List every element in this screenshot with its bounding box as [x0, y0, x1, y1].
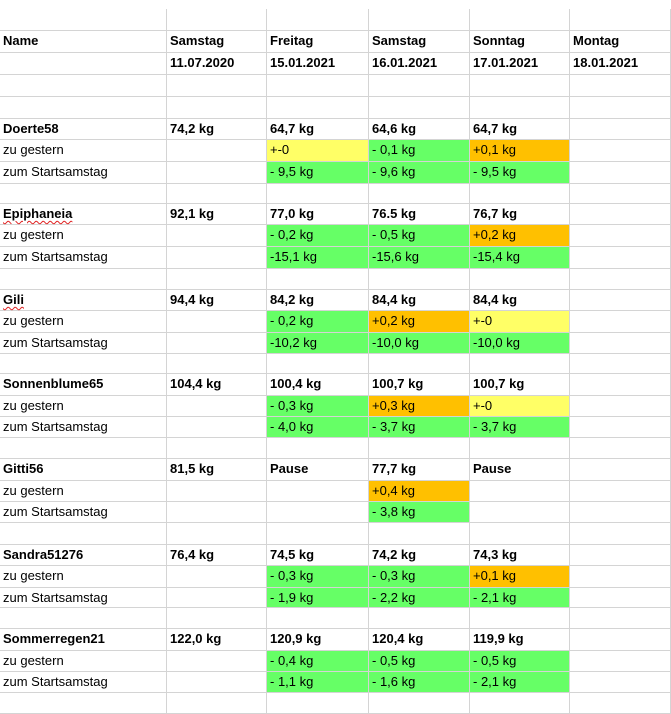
- diff-start[interactable]: [267, 588, 369, 608]
- row-label-start-text: zum Startsamstag: [3, 590, 108, 605]
- diff-start[interactable]: [570, 588, 671, 608]
- row-label-yesterday-text: zu gestern: [3, 227, 64, 242]
- empty-cell[interactable]: [369, 97, 470, 119]
- empty-cell[interactable]: [470, 693, 570, 714]
- diff-start-text: - 1,9 kg: [270, 590, 314, 605]
- diff-start-text: -15,1 kg: [270, 249, 317, 264]
- empty-cell[interactable]: [470, 438, 570, 459]
- diff-yesterday-text: - 0,1 kg: [372, 142, 416, 157]
- person-name-text: Sandra51276: [3, 547, 84, 562]
- diff-yesterday[interactable]: [267, 140, 369, 162]
- row-label-yesterday[interactable]: [0, 311, 167, 333]
- weight-value[interactable]: [167, 204, 267, 225]
- empty-cell[interactable]: [167, 608, 267, 629]
- diff-yesterday[interactable]: [167, 396, 267, 417]
- diff-start[interactable]: [470, 502, 570, 523]
- diff-start[interactable]: [470, 162, 570, 184]
- weight-value[interactable]: [267, 204, 369, 225]
- empty-cell[interactable]: [369, 523, 470, 545]
- empty-cell[interactable]: [0, 438, 167, 459]
- row-label-yesterday[interactable]: [0, 225, 167, 247]
- header-date[interactable]: [369, 53, 470, 75]
- weight-value[interactable]: [167, 374, 267, 396]
- diff-start-text: -10,0 kg: [372, 335, 419, 350]
- header-day-text: Samstag: [372, 33, 427, 48]
- empty-cell[interactable]: [570, 354, 671, 374]
- empty-cell[interactable]: [267, 693, 369, 714]
- empty-cell[interactable]: [267, 97, 369, 119]
- diff-yesterday-text: +-0: [270, 142, 290, 157]
- diff-start[interactable]: [570, 417, 671, 438]
- weight-value[interactable]: [167, 459, 267, 481]
- empty-cell[interactable]: [369, 75, 470, 97]
- empty-cell[interactable]: [267, 608, 369, 629]
- empty-cell[interactable]: [470, 523, 570, 545]
- diff-yesterday[interactable]: [470, 481, 570, 502]
- diff-start-text: - 1,6 kg: [372, 674, 416, 689]
- weight-value[interactable]: [470, 545, 570, 566]
- row-label-yesterday-text: zu gestern: [3, 653, 64, 668]
- diff-yesterday-text: +0,3 kg: [372, 398, 416, 413]
- diff-start-text: - 2,1 kg: [473, 590, 517, 605]
- diff-yesterday-text: +0,1 kg: [473, 142, 517, 157]
- diff-yesterday[interactable]: [267, 481, 369, 502]
- header-date[interactable]: [470, 53, 570, 75]
- row-label-yesterday[interactable]: [0, 481, 167, 502]
- empty-cell[interactable]: [0, 693, 167, 714]
- header-day-text: Sonntag: [473, 33, 525, 48]
- weight-value[interactable]: [470, 459, 570, 481]
- empty-cell[interactable]: [470, 97, 570, 119]
- weight-value-text: Pause: [473, 461, 512, 476]
- diff-start[interactable]: [369, 502, 470, 523]
- diff-yesterday-text: - 0,5 kg: [372, 227, 416, 242]
- person-name[interactable]: [0, 374, 167, 396]
- diff-yesterday[interactable]: [470, 396, 570, 417]
- empty-cell[interactable]: [0, 184, 167, 204]
- person-name-text: Doerte58: [3, 121, 59, 136]
- weight-value[interactable]: [267, 459, 369, 481]
- diff-yesterday-text: +0,2 kg: [473, 227, 517, 242]
- weight-value-text: 74,3 kg: [473, 547, 518, 562]
- diff-yesterday[interactable]: [267, 396, 369, 417]
- empty-cell[interactable]: [570, 693, 671, 714]
- weight-value-text: 84,4 kg: [372, 292, 417, 307]
- empty-cell[interactable]: [570, 269, 671, 290]
- empty-cell[interactable]: [267, 184, 369, 204]
- diff-start-text: - 9,6 kg: [372, 164, 416, 179]
- diff-start[interactable]: [167, 502, 267, 523]
- weight-value[interactable]: [470, 374, 570, 396]
- header-day[interactable]: [470, 31, 570, 53]
- empty-cell[interactable]: [267, 438, 369, 459]
- weight-value-text: 64,7 kg: [473, 121, 518, 136]
- empty-cell[interactable]: [167, 97, 267, 119]
- empty-cell[interactable]: [470, 75, 570, 97]
- empty-cell[interactable]: [267, 269, 369, 290]
- diff-yesterday-text: +0,4 kg: [372, 483, 416, 498]
- diff-yesterday[interactable]: [570, 396, 671, 417]
- diff-yesterday[interactable]: [167, 311, 267, 333]
- row-label-start[interactable]: [0, 162, 167, 184]
- diff-yesterday[interactable]: [570, 481, 671, 502]
- diff-yesterday[interactable]: [369, 140, 470, 162]
- diff-start[interactable]: [369, 417, 470, 438]
- diff-yesterday[interactable]: [470, 225, 570, 247]
- weight-value[interactable]: [267, 119, 369, 140]
- empty-cell[interactable]: [167, 354, 267, 374]
- weight-value-text: 64,6 kg: [372, 121, 417, 136]
- diff-start[interactable]: [267, 333, 369, 354]
- header-name-text: Name: [3, 33, 39, 48]
- diff-yesterday[interactable]: [167, 140, 267, 162]
- diff-yesterday[interactable]: [470, 566, 570, 588]
- header-date[interactable]: [167, 53, 267, 75]
- row-label-start[interactable]: [0, 672, 167, 693]
- empty-cell[interactable]: [570, 608, 671, 629]
- weight-value-text: 76,7 kg: [473, 206, 518, 221]
- diff-start-text: - 2,2 kg: [372, 590, 416, 605]
- diff-yesterday[interactable]: [369, 481, 470, 502]
- weight-value-text: 92,1 kg: [170, 206, 215, 221]
- diff-start[interactable]: [369, 588, 470, 608]
- diff-start[interactable]: [267, 502, 369, 523]
- diff-yesterday-text: +0,2 kg: [372, 313, 416, 328]
- row-label-start[interactable]: [0, 247, 167, 269]
- row-label-start[interactable]: [0, 333, 167, 354]
- empty-cell[interactable]: [470, 608, 570, 629]
- diff-yesterday[interactable]: [167, 651, 267, 672]
- weight-value-text: 77,7 kg: [372, 461, 417, 476]
- weight-value-text: 120,4 kg: [372, 631, 424, 646]
- diff-yesterday-text: - 0,3 kg: [270, 568, 314, 583]
- diff-yesterday[interactable]: [267, 311, 369, 333]
- empty-cell[interactable]: [267, 75, 369, 97]
- diff-yesterday[interactable]: [470, 311, 570, 333]
- empty-cell[interactable]: [570, 9, 671, 31]
- diff-start-text: - 3,8 kg: [372, 504, 416, 519]
- empty-cell[interactable]: [369, 269, 470, 290]
- weight-value[interactable]: [570, 119, 671, 140]
- diff-start-text: - 2,1 kg: [473, 674, 517, 689]
- diff-start[interactable]: [167, 333, 267, 354]
- diff-start[interactable]: [570, 502, 671, 523]
- row-label-yesterday[interactable]: [0, 651, 167, 672]
- empty-cell[interactable]: [0, 9, 167, 31]
- weight-value[interactable]: [267, 290, 369, 311]
- header-name[interactable]: [0, 31, 167, 53]
- diff-start[interactable]: [570, 333, 671, 354]
- diff-yesterday[interactable]: [267, 566, 369, 588]
- weight-value-text: 104,4 kg: [170, 376, 222, 391]
- row-label-start-text: zum Startsamstag: [3, 335, 108, 350]
- diff-yesterday-text: - 0,5 kg: [473, 653, 517, 668]
- header-day-text: Samstag: [170, 33, 225, 48]
- empty-cell[interactable]: [570, 97, 671, 119]
- weight-value[interactable]: [369, 374, 470, 396]
- weight-value-text: 74,5 kg: [270, 547, 315, 562]
- empty-cell[interactable]: [267, 9, 369, 31]
- diff-start[interactable]: [570, 247, 671, 269]
- row-label-start-text: zum Startsamstag: [3, 674, 108, 689]
- empty-cell[interactable]: [570, 523, 671, 545]
- row-label-yesterday[interactable]: [0, 396, 167, 417]
- row-label-start-text: zum Startsamstag: [3, 504, 108, 519]
- diff-yesterday[interactable]: [570, 225, 671, 247]
- weight-value[interactable]: [267, 545, 369, 566]
- row-label-yesterday-text: zu gestern: [3, 142, 64, 157]
- row-label-start[interactable]: [0, 502, 167, 523]
- diff-start[interactable]: [369, 672, 470, 693]
- diff-start[interactable]: [470, 333, 570, 354]
- diff-yesterday[interactable]: [267, 225, 369, 247]
- row-label-yesterday-text: zu gestern: [3, 568, 64, 583]
- empty-cell[interactable]: [369, 438, 470, 459]
- diff-start[interactable]: [570, 672, 671, 693]
- weight-value-text: 100,7 kg: [372, 376, 424, 391]
- diff-yesterday[interactable]: [167, 225, 267, 247]
- diff-yesterday-text: +-0: [473, 313, 493, 328]
- diff-start[interactable]: [267, 247, 369, 269]
- empty-cell[interactable]: [167, 693, 267, 714]
- diff-start[interactable]: [369, 162, 470, 184]
- person-name-text: Sonnenblume65: [3, 376, 104, 391]
- diff-start-text: - 4,0 kg: [270, 419, 314, 434]
- weight-value-text: 76,4 kg: [170, 547, 215, 562]
- weight-value-text: 64,7 kg: [270, 121, 315, 136]
- diff-yesterday[interactable]: [570, 311, 671, 333]
- weight-value[interactable]: [267, 374, 369, 396]
- weight-value[interactable]: [570, 374, 671, 396]
- diff-start[interactable]: [369, 247, 470, 269]
- empty-cell[interactable]: [0, 354, 167, 374]
- weight-value-text: 74,2 kg: [170, 121, 215, 136]
- header-date-text: 15.01.2021: [270, 55, 336, 70]
- person-name[interactable]: [0, 290, 167, 311]
- weight-value[interactable]: [167, 119, 267, 140]
- empty-cell[interactable]: [369, 608, 470, 629]
- row-label-start-text: zum Startsamstag: [3, 419, 108, 434]
- weight-value[interactable]: [570, 545, 671, 566]
- diff-yesterday[interactable]: [570, 566, 671, 588]
- header-day[interactable]: [167, 31, 267, 53]
- diff-yesterday[interactable]: [470, 140, 570, 162]
- empty-cell[interactable]: [167, 269, 267, 290]
- weight-value[interactable]: [570, 629, 671, 651]
- empty-cell[interactable]: [167, 9, 267, 31]
- weight-value-text: 76.5 kg: [372, 206, 417, 221]
- weight-value-text: 94,4 kg: [170, 292, 215, 307]
- row-label-start[interactable]: [0, 417, 167, 438]
- person-name-text: Gili: [3, 292, 24, 307]
- empty-cell[interactable]: [369, 184, 470, 204]
- empty-cell[interactable]: [0, 97, 167, 119]
- empty-cell[interactable]: [470, 9, 570, 31]
- row-label-yesterday[interactable]: [0, 140, 167, 162]
- diff-yesterday[interactable]: [369, 651, 470, 672]
- diff-yesterday-text: - 0,2 kg: [270, 227, 314, 242]
- header-day-text: Montag: [573, 33, 620, 48]
- diff-start[interactable]: [167, 588, 267, 608]
- diff-start-text: - 9,5 kg: [473, 164, 517, 179]
- weight-value-text: 120,9 kg: [270, 631, 322, 646]
- empty-cell[interactable]: [267, 523, 369, 545]
- weight-value-text: 77,0 kg: [270, 206, 315, 221]
- weight-value[interactable]: [167, 629, 267, 651]
- diff-start[interactable]: [267, 417, 369, 438]
- diff-yesterday[interactable]: [167, 481, 267, 502]
- diff-start[interactable]: [369, 333, 470, 354]
- diff-yesterday-text: +-0: [473, 398, 493, 413]
- diff-start-text: - 3,7 kg: [473, 419, 517, 434]
- weight-value[interactable]: [570, 204, 671, 225]
- diff-start-text: - 9,5 kg: [270, 164, 314, 179]
- weight-value[interactable]: [167, 290, 267, 311]
- header-date-text: 17.01.2021: [473, 55, 539, 70]
- weight-value[interactable]: [369, 204, 470, 225]
- diff-yesterday[interactable]: [369, 566, 470, 588]
- diff-start[interactable]: [167, 672, 267, 693]
- diff-yesterday[interactable]: [369, 225, 470, 247]
- header-day[interactable]: [570, 31, 671, 53]
- row-label-start[interactable]: [0, 588, 167, 608]
- weight-value[interactable]: [267, 629, 369, 651]
- weight-value-text: 119,9 kg: [473, 631, 524, 646]
- diff-start-text: -10,0 kg: [473, 335, 520, 350]
- weight-value-text: 81,5 kg: [170, 461, 215, 476]
- header-day[interactable]: [369, 31, 470, 53]
- empty-cell[interactable]: [167, 184, 267, 204]
- diff-yesterday-text: +0,1 kg: [473, 568, 517, 583]
- weight-value-text: 122,0 kg: [170, 631, 222, 646]
- row-label-start-text: zum Startsamstag: [3, 164, 108, 179]
- person-name-text: Gitti56: [3, 461, 44, 476]
- header-day-text: Freitag: [270, 33, 314, 48]
- empty-cell[interactable]: [0, 523, 167, 545]
- weight-value[interactable]: [470, 204, 570, 225]
- empty-cell[interactable]: [369, 9, 470, 31]
- empty-cell[interactable]: [369, 693, 470, 714]
- diff-yesterday[interactable]: [470, 651, 570, 672]
- weight-value[interactable]: [470, 290, 570, 311]
- empty-cell[interactable]: [0, 269, 167, 290]
- weight-value[interactable]: [369, 290, 470, 311]
- header-date[interactable]: [570, 53, 671, 75]
- diff-yesterday[interactable]: [267, 651, 369, 672]
- weight-value[interactable]: [369, 545, 470, 566]
- diff-start-text: -10,2 kg: [270, 335, 317, 350]
- diff-start[interactable]: [570, 162, 671, 184]
- empty-cell[interactable]: [167, 438, 267, 459]
- header-date-text: 18.01.2021: [573, 55, 639, 70]
- weight-value-text: 100,7 kg: [473, 376, 525, 391]
- weight-value[interactable]: [470, 119, 570, 140]
- empty-cell[interactable]: [570, 438, 671, 459]
- row-label-yesterday-text: zu gestern: [3, 398, 64, 413]
- diff-start-text: - 1,1 kg: [270, 674, 314, 689]
- diff-start[interactable]: [267, 162, 369, 184]
- diff-start[interactable]: [167, 247, 267, 269]
- weight-value[interactable]: [369, 459, 470, 481]
- empty-cell[interactable]: [267, 354, 369, 374]
- person-name[interactable]: [0, 459, 167, 481]
- diff-start[interactable]: [470, 247, 570, 269]
- diff-yesterday-text: - 0,3 kg: [372, 568, 416, 583]
- diff-start[interactable]: [470, 417, 570, 438]
- empty-cell[interactable]: [470, 269, 570, 290]
- weight-value[interactable]: [167, 545, 267, 566]
- weight-value-text: 74,2 kg: [372, 547, 417, 562]
- diff-start-text: -15,6 kg: [372, 249, 419, 264]
- diff-yesterday[interactable]: [369, 396, 470, 417]
- header-date[interactable]: [267, 53, 369, 75]
- weight-value[interactable]: [470, 629, 570, 651]
- empty-cell[interactable]: [0, 75, 167, 97]
- header-day[interactable]: [267, 31, 369, 53]
- diff-yesterday-text: - 0,4 kg: [270, 653, 314, 668]
- row-label-yesterday[interactable]: [0, 566, 167, 588]
- weight-value-text: 84,4 kg: [473, 292, 518, 307]
- diff-start-text: - 3,7 kg: [372, 419, 416, 434]
- row-label-yesterday-text: zu gestern: [3, 483, 64, 498]
- header-date-text: 16.01.2021: [372, 55, 438, 70]
- person-name[interactable]: [0, 204, 167, 225]
- diff-start-text: -15,4 kg: [473, 249, 520, 264]
- empty-cell[interactable]: [570, 184, 671, 204]
- diff-yesterday-text: - 0,2 kg: [270, 313, 314, 328]
- diff-start[interactable]: [470, 672, 570, 693]
- diff-yesterday[interactable]: [167, 566, 267, 588]
- empty-cell[interactable]: [167, 75, 267, 97]
- empty-cell[interactable]: [0, 608, 167, 629]
- diff-yesterday-text: - 0,3 kg: [270, 398, 314, 413]
- person-name-text: Sommerregen21: [3, 631, 105, 646]
- empty-cell[interactable]: [570, 75, 671, 97]
- person-name[interactable]: [0, 545, 167, 566]
- diff-yesterday[interactable]: [570, 140, 671, 162]
- person-name-text: Epiphaneia: [3, 206, 73, 221]
- weight-value-text: 84,2 kg: [270, 292, 315, 307]
- diff-start[interactable]: [470, 588, 570, 608]
- person-name[interactable]: [0, 629, 167, 651]
- person-name[interactable]: [0, 119, 167, 140]
- row-label-yesterday-text: zu gestern: [3, 313, 64, 328]
- diff-yesterday[interactable]: [369, 311, 470, 333]
- weight-value-text: 100,4 kg: [270, 376, 322, 391]
- diff-start[interactable]: [167, 162, 267, 184]
- empty-cell[interactable]: [167, 523, 267, 545]
- empty-cell[interactable]: [369, 354, 470, 374]
- header-date-text: 11.07.2020: [170, 55, 235, 70]
- empty-cell[interactable]: [470, 354, 570, 374]
- empty-cell[interactable]: [0, 53, 167, 75]
- weight-value[interactable]: [570, 459, 671, 481]
- row-label-start-text: zum Startsamstag: [3, 249, 108, 264]
- diff-start[interactable]: [167, 417, 267, 438]
- diff-yesterday[interactable]: [570, 651, 671, 672]
- weight-value-text: Pause: [270, 461, 309, 476]
- weight-value[interactable]: [570, 290, 671, 311]
- diff-yesterday-text: - 0,5 kg: [372, 653, 416, 668]
- diff-start[interactable]: [267, 672, 369, 693]
- empty-cell[interactable]: [470, 184, 570, 204]
- weight-value[interactable]: [369, 119, 470, 140]
- weight-value[interactable]: [369, 629, 470, 651]
